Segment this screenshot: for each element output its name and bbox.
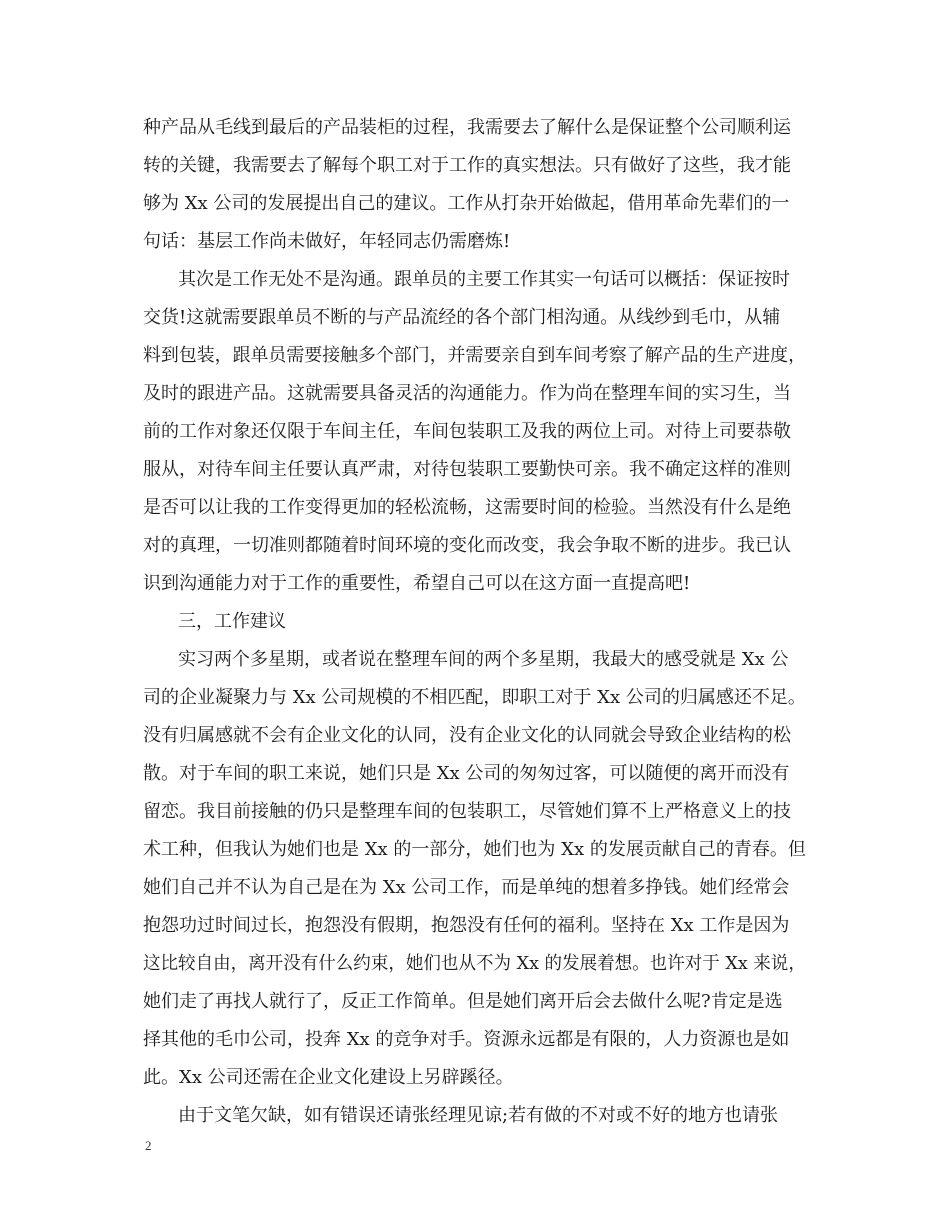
text-line: 术工种，但我认为她们也是 Xx 的一部分，她们也为 Xx 的发展贡献自己的青春。但	[143, 839, 806, 860]
text-line: 散。对于车间的职工来说，她们只是 Xx 公司的匆匆过客，可以随便的离开而没有	[143, 763, 790, 784]
text-line: 抱怨功过时间过长，抱怨没有假期，抱怨没有任何的福利。坚持在 Xx 工作是因为	[143, 915, 790, 936]
text-line: 她们走了再找人就行了，反正工作简单。但是她们离开后会去做什么呢?肯定是选	[143, 991, 783, 1012]
text-line: 对的真理，一切准则都随着时间环境的变化而改变，我会争取不断的进步。我已认	[143, 535, 791, 556]
page-number: 2	[145, 1138, 152, 1153]
text-line: 识到沟通能力对于工作的重要性，希望自己可以在这方面一直提高吧!	[143, 573, 691, 594]
text-line: 转的关键，我需要去了解每个职工对于工作的真实想法。只有做好了这些，我才能	[143, 155, 791, 176]
text-line: 其次是工作无处不是沟通。跟单员的主要工作其实一句话可以概括：保证按时	[178, 269, 790, 290]
text-line: 服从，对待车间主任要认真严肃，对待包装职工要勤快可亲。我不确定这样的准则	[143, 459, 791, 480]
text-line: 她们自己并不认为自己是在为 Xx 公司工作，而是单纯的想着多挣钱。她们经常会	[143, 877, 790, 898]
text-line: 由于文笔欠缺，如有错误还请张经理见谅;若有做的不对或不好的地方也请张	[178, 1105, 779, 1126]
text-line: 料到包装，跟单员需要接触多个部门，并需要亲自到车间考察了解产品的生产进度，	[143, 345, 807, 366]
text-line: 是否可以让我的工作变得更加的轻松流畅，这需要时间的检验。当然没有什么是绝	[143, 497, 791, 518]
text-line: 司的企业凝聚力与 Xx 公司规模的不相匹配，即职工对于 Xx 公司的归属感还不足。	[143, 687, 806, 708]
text-line: 句话：基层工作尚未做好，年轻同志仍需磨炼!	[143, 231, 511, 252]
text-line: 交货!这就需要跟单员不断的与产品流经的各个部门相沟通。从线纱到毛巾，从辅	[143, 307, 781, 328]
text-line: 此。Xx 公司还需在企业文化建设上另辟蹊径。	[143, 1067, 514, 1088]
text-line: 没有归属感就不会有企业文化的认同，没有企业文化的认同就会导致企业结构的松	[143, 725, 791, 746]
section-heading: 三，工作建议	[178, 611, 286, 632]
text-line: 这比较自由，离开没有什么约束，她们也从不为 Xx 的发展着想。也许对于 Xx 来说，	[143, 953, 806, 974]
text-line: 前的工作对象还仅限于车间主任，车间包装职工及我的两位上司。对待上司要恭敬	[143, 421, 791, 442]
text-line: 及时的跟进产品。这就需要具备灵活的沟通能力。作为尚在整理车间的实习生，当	[143, 383, 791, 404]
text-line: 够为 Xx 公司的发展提出自己的建议。工作从打杂开始做起，借用革命先辈们的一	[143, 193, 790, 214]
text-line: 留恋。我目前接触的仍只是整理车间的包装职工，尽管她们算不上严格意义上的技	[143, 801, 791, 822]
text-line: 种产品从毛线到最后的产品装柜的过程，我需要去了解什么是保证整个公司顺利运	[143, 117, 791, 138]
text-line: 实习两个多星期，或者说在整理车间的两个多星期，我最大的感受就是 Xx 公	[178, 649, 789, 670]
text-line: 择其他的毛巾公司，投奔 Xx 的竞争对手。资源永远都是有限的，人力资源也是如	[143, 1029, 790, 1050]
